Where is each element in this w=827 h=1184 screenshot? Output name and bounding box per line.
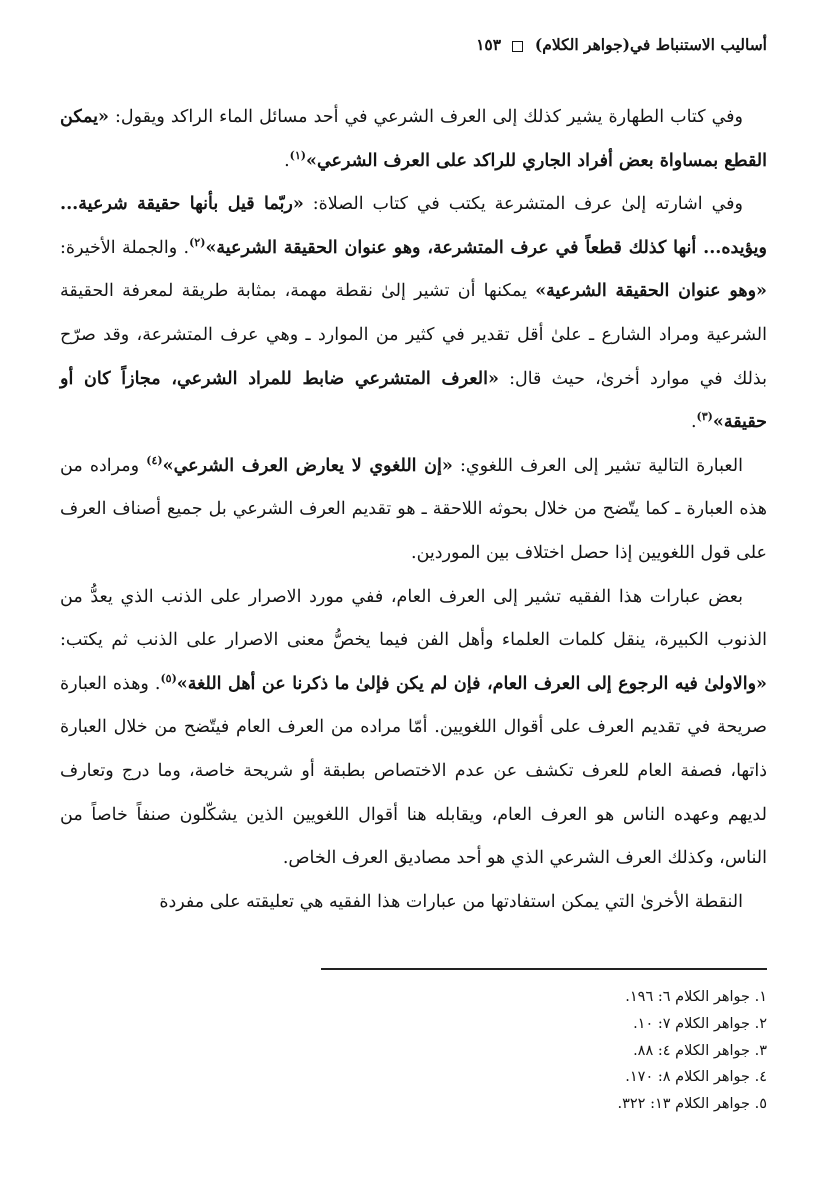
square-separator-icon <box>512 41 523 52</box>
footnote-2: ٢. جواهر الكلام ٧: ١٠. <box>633 1015 767 1032</box>
running-header <box>67 34 767 56</box>
footnote-5: ٥. جواهر الكلام ١٣: ٣٢٢. <box>617 1096 767 1113</box>
p2-quote2: «وهو عنوان الحقيقة الشرعية» <box>535 281 767 302</box>
p3-quote: «إن اللغوي لا يعارض العرف الشرعي» <box>162 455 453 476</box>
footnote-rule <box>321 968 767 970</box>
header-title: أساليب الاستنباط في(جواهر الكلام) <box>534 35 767 54</box>
p2-quote3: «العرف المتشرعي ضابط للمراد الشرعي، مجازاً كان أو حقيقة» <box>60 368 767 433</box>
p1-end: . <box>284 150 290 171</box>
p2-quote: «ربّما قيل بأنها حقيقة شرعية... ويؤيده... أنها كذلك قطعاً في عرف المتشرعة، وهو عنوان الحقيقة الشرعية» <box>60 194 767 258</box>
paragraph-2 <box>60 183 767 445</box>
p4-intro: بعض عبارات هذا الفقيه تشير إلى العرف العام، ففي مورد الاصرار على الذنب الذي يعدُّ من الذنوب الكبيرة، ينقل كلمات العلماء وأهل الفن فيما يخصُّ معنى الاصرار على الذنب ثم يكتب: <box>60 586 767 651</box>
p4-rest: . وهذه العبارة صريحة في تقديم العرف على أقوال اللغويين. أمّا مراده من العرف العام فيتّضح من خلال العبارة ذاتها، فصفة العام للعرف تكشف عن عدم الاختصاص بطبقة أو شريحة خاصة، وما درج وتعارف لديهم وعهده الناس هو العرف العام، ويقابله هنا أقوال اللغويين الذين يشكّلون صنفاً خاصاً من الناس، وكذلك العرف الشرعي الذي هو أحد مصاديق العرف الخاص. <box>60 673 767 869</box>
page-number: ١٥٣ <box>476 35 502 54</box>
footnote-ref-3: (٣) <box>696 410 713 424</box>
footnotes <box>67 984 767 1118</box>
paragraph-3 <box>60 445 767 576</box>
paragraph-4 <box>60 576 767 881</box>
p5-text: النقطة الأخرىٰ التي يمكن استفادتها من عبارات هذا الفقيه هي تعليقته على مفردة <box>159 891 743 912</box>
footnote-ref-4: (٤) <box>146 453 163 467</box>
p1-intro: وفي كتاب الطهارة يشير كذلك إلى العرف الشرعي في أحد مسائل الماء الراكد ويقول: <box>114 107 743 127</box>
paragraph-5 <box>60 881 767 925</box>
main-text <box>60 96 767 924</box>
p2-mid: . والجملة الأخيرة: <box>60 237 190 258</box>
p2-end: . <box>690 412 697 433</box>
p1-quote: «يمكن القطع بمساواة بعض أفراد الجاري للراكد على العرف الشرعي» <box>60 107 767 171</box>
paragraph-1 <box>60 96 767 183</box>
footnote-3: ٣. جواهر الكلام ٤: ٨٨. <box>633 1042 767 1059</box>
p2-intro: وفي اشارته إلىٰ عرف المتشرعة يكتب في كتاب الصلاة: <box>312 194 743 215</box>
p2-rest: يمكنها أن تشير إلىٰ نقطة مهمة، بمثابة طريقة لمعرفة الحقيقة الشرعية ومراد الشارع ـ علىٰ أقل تقدير في كثير من الموارد ـ وهي عرف المتشرعة، وقد صرّح بذلك في موارد أخرىٰ، حيث قال: <box>60 281 767 389</box>
p3-rest: ومراده من هذه العبارة ـ كما يتّضح من خلال بحوثه اللاحقة ـ هو تقديم العرف الشرعي بل جميع أصناف العرف على قول اللغويين إذا حصل اختلاف بين الموردين. <box>60 455 767 563</box>
footnote-4: ٤. جواهر الكلام ٨: ١٧٠. <box>625 1069 767 1086</box>
footnote-ref-1: (١) <box>289 148 307 162</box>
p3-intro: العبارة التالية تشير إلى العرف اللغوي: <box>452 455 743 476</box>
footnote-ref-5: (٥) <box>160 671 177 685</box>
footnote-1: ١. جواهر الكلام ٦: ١٩٦. <box>625 989 767 1005</box>
footnote-ref-2: (٢) <box>189 235 206 249</box>
p4-quote: «والاولىٰ فيه الرجوع إلى العرف العام، فإن لم يكن فإلىٰ ما ذكرنا عن أهل اللغة» <box>176 673 767 694</box>
